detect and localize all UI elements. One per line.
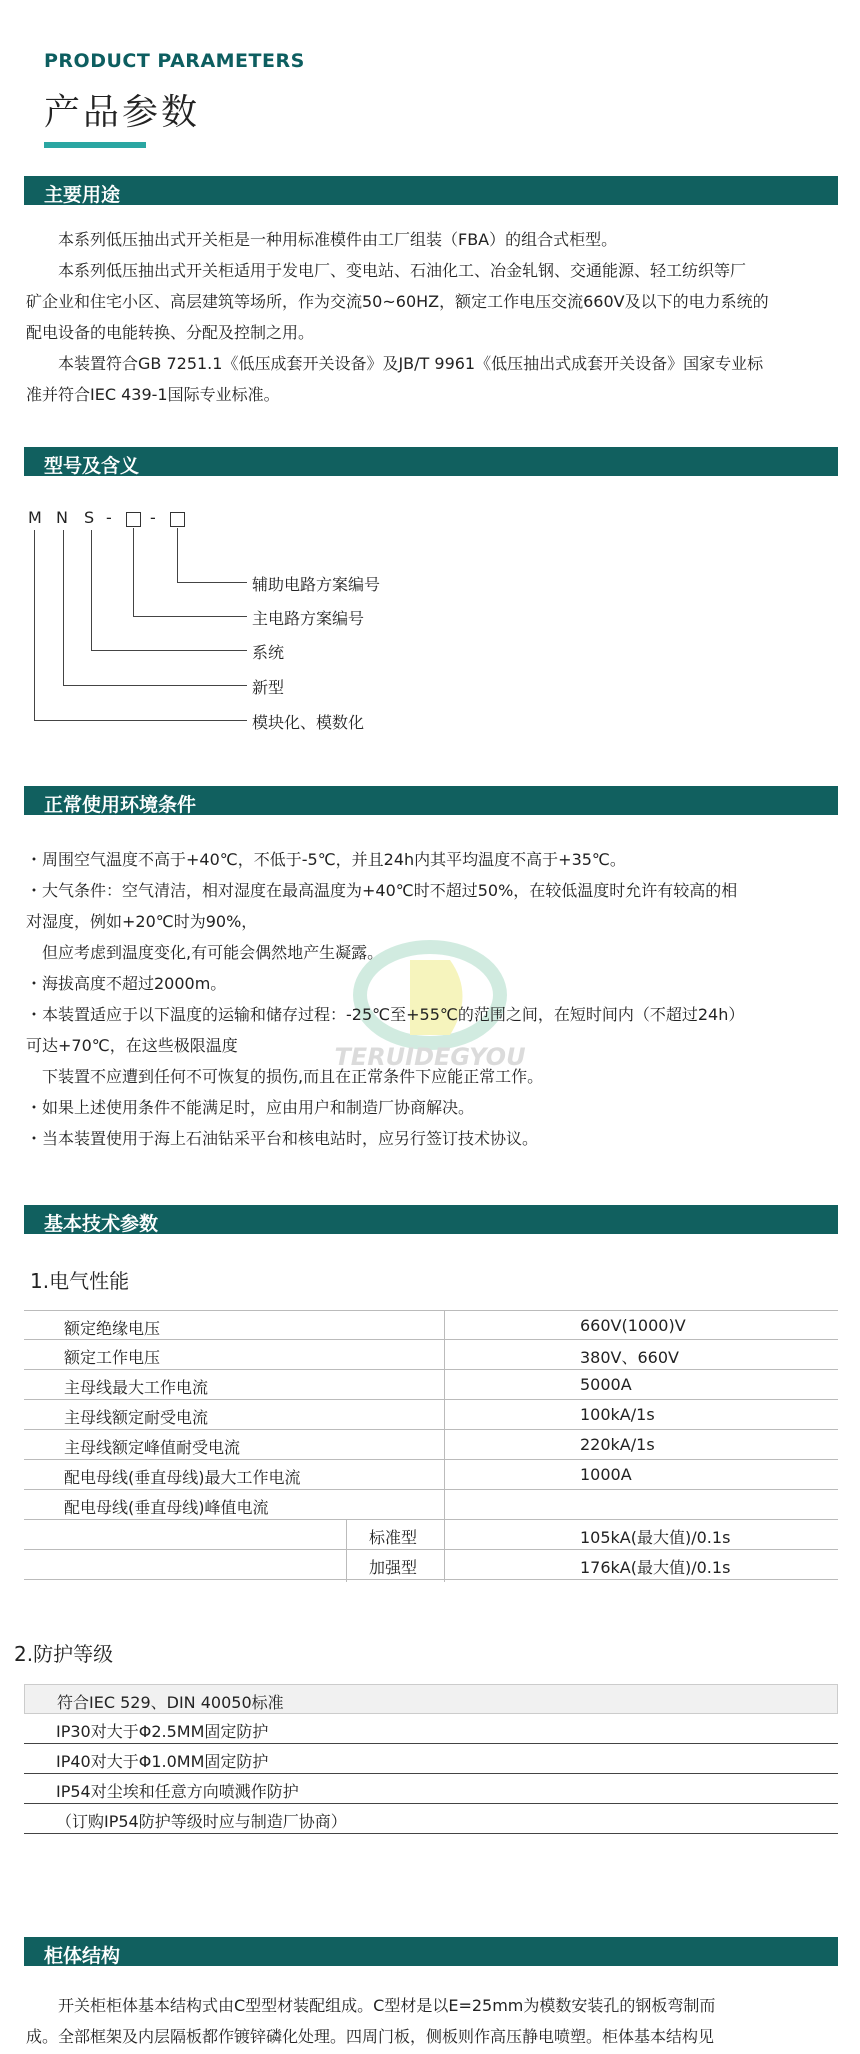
section-header-tech-params <box>24 1205 838 1234</box>
table-divider <box>346 1520 347 1582</box>
connector-line <box>34 530 35 720</box>
param-label: 额定工作电压 <box>64 1348 161 1367</box>
section-header-structure <box>24 1937 838 1966</box>
protection-item: （订购IP54防护等级时应与制造厂协商） <box>56 1812 347 1831</box>
connector-line <box>177 582 247 583</box>
param-value: 1000A <box>580 1465 632 1484</box>
text-line: 本装置符合GB 7251.1《低压成套开关设备》及JB/T 9961《低压抽出式成套开关设备》国家专业标 <box>26 354 764 373</box>
environment-text <box>26 844 846 1154</box>
protection-item: IP40对大于Φ1.0MM固定防护 <box>56 1752 269 1771</box>
text-line: 下装置不应遭到任何不可恢复的损伤,而且在正常条件下应能正常工作。 <box>26 1067 544 1086</box>
param-sublabel: 加强型 <box>369 1558 418 1577</box>
table-row <box>24 1550 838 1580</box>
model-label-new-type: 新型 <box>252 678 285 697</box>
text-line: 但应考虑到温度变化,有可能会偶然地产生凝露。 <box>26 943 384 962</box>
table-row <box>24 1400 838 1430</box>
connector-line <box>91 530 92 650</box>
param-value: 176kA(最大值)/0.1s <box>580 1558 731 1577</box>
param-sublabel: 标准型 <box>369 1528 418 1547</box>
section-header-model <box>24 447 838 476</box>
text-line: 配电设备的电能转换、分配及控制之用。 <box>26 323 315 342</box>
model-placeholder-box <box>126 512 141 527</box>
param-label: 额定绝缘电压 <box>64 1319 161 1338</box>
electrical-table <box>24 1310 838 1580</box>
text-line: ・海拔高度不超过2000m。 <box>26 974 227 993</box>
table-row <box>24 1520 838 1550</box>
electrical-performance-title: 1.电气性能 <box>30 1269 130 1293</box>
text-line: ・如果上述使用条件不能满足时，应由用户和制造厂协商解决。 <box>26 1098 475 1117</box>
text-line: 可达+70℃，在这些极限温度 <box>26 1036 238 1055</box>
text-line: 本系列低压抽出式开关柜适用于发电厂、变电站、石油化工、冶金轧钢、交通能源、轻工纺织等厂 <box>26 261 747 280</box>
model-letter-s: S <box>84 508 95 527</box>
param-label: 主母线额定耐受电流 <box>64 1408 209 1427</box>
text-line: 矿企业和住宅小区、高层建筑等场所，作为交流50~60HZ，额定工作电压交流660V及以下的电力系统的 <box>26 292 769 311</box>
section-title: 基本技术参数 <box>44 1213 159 1235</box>
connector-line <box>63 530 64 685</box>
connector-line <box>133 528 134 616</box>
table-row <box>24 1714 838 1744</box>
table-divider <box>444 1310 445 1520</box>
model-dash: - <box>150 508 156 527</box>
table-divider <box>444 1520 445 1582</box>
table-row <box>24 1310 838 1340</box>
param-label: 主母线最大工作电流 <box>64 1378 209 1397</box>
model-placeholder-box <box>170 512 185 527</box>
protection-item: IP54对尘埃和任意方向喷溅作防护 <box>56 1782 299 1801</box>
param-label: 主母线额定峰值耐受电流 <box>64 1438 241 1457</box>
param-value: 5000A <box>580 1375 632 1394</box>
text-line: ・大气条件：空气清洁，相对湿度在最高温度为+40℃时不超过50%，在较低温度时允许有较高的相 <box>26 881 738 900</box>
model-label-modular: 模块化、模数化 <box>252 713 365 732</box>
protection-item: IP30对大于Φ2.5MM固定防护 <box>56 1722 269 1741</box>
connector-line <box>34 720 247 721</box>
table-row <box>24 1490 838 1520</box>
table-row <box>24 1370 838 1400</box>
model-letter-n: N <box>56 508 68 527</box>
table-row <box>24 1430 838 1460</box>
text-line: ・本装置适应于以下温度的运输和储存过程：-25℃至+55℃的范围之间，在短时间内（不超过24h） <box>26 1005 745 1024</box>
protection-level-title: 2.防护等级 <box>14 1642 114 1666</box>
connector-line <box>133 616 247 617</box>
table-row <box>24 1744 838 1774</box>
text-line: ・周围空气温度不高于+40℃，不低于-5℃，并且24h内其平均温度不高于+35℃。 <box>26 850 626 869</box>
section-title: 柜体结构 <box>44 1945 121 1967</box>
table-row <box>24 1340 838 1370</box>
model-label-aux-circuit: 辅助电路方案编号 <box>252 575 381 594</box>
protection-table <box>24 1684 838 1834</box>
connector-line <box>63 685 247 686</box>
section-title: 主要用途 <box>44 184 121 206</box>
table-row <box>24 1774 838 1804</box>
param-value: 660V(1000)V <box>580 1316 686 1335</box>
text-line: 对湿度，例如+20℃时为90%， <box>26 912 258 931</box>
text-line: 准并符合IEC 439-1国际专业标准。 <box>26 385 280 404</box>
page-title-cn: 产品参数 <box>44 92 201 133</box>
model-letter-m: M <box>28 508 42 527</box>
page-title-en: PRODUCT PARAMETERS <box>44 50 305 72</box>
section-header-main-use <box>24 176 838 205</box>
param-value: 380V、660V <box>580 1348 679 1367</box>
table-row <box>24 1684 838 1714</box>
model-label-system: 系统 <box>252 643 285 662</box>
param-label: 配电母线(垂直母线)最大工作电流 <box>64 1468 301 1487</box>
param-value: 100kA/1s <box>580 1405 655 1424</box>
structure-text <box>26 1990 836 2052</box>
connector-line <box>91 650 247 651</box>
model-label-main-circuit: 主电路方案编号 <box>252 609 365 628</box>
protection-item: 符合IEC 529、DIN 40050标准 <box>57 1693 284 1712</box>
table-row <box>24 1460 838 1490</box>
param-label: 配电母线(垂直母线)峰值电流 <box>64 1498 269 1517</box>
text-line: ・当本装置使用于海上石油钻采平台和核电站时，应另行签订技术协议。 <box>26 1129 539 1148</box>
model-dash: - <box>106 508 112 527</box>
section-title: 型号及含义 <box>44 455 140 477</box>
section-header-environment <box>24 786 838 815</box>
section-title: 正常使用环境条件 <box>44 794 197 816</box>
param-value: 220kA/1s <box>580 1435 655 1454</box>
main-use-text <box>26 224 836 410</box>
connector-line <box>177 528 178 582</box>
watermark-text: TERUIDEGYOU <box>334 1043 526 1071</box>
text-line: 本系列低压抽出式开关柜是一种用标准模件由工厂组装（FBA）的组合式柜型。 <box>26 230 618 249</box>
text-line: 开关柜柜体基本结构式由C型型材装配组成。C型材是以E=25mm为模数安装孔的钢板弯制而 <box>26 1996 716 2015</box>
text-line: 成。全部框架及内层隔板都作镀锌磷化处理。四周门板，侧板则作高压静电喷塑。柜体基本结构见 <box>26 2027 715 2046</box>
title-underline <box>44 142 146 148</box>
param-value: 105kA(最大值)/0.1s <box>580 1528 731 1547</box>
table-row <box>24 1804 838 1834</box>
